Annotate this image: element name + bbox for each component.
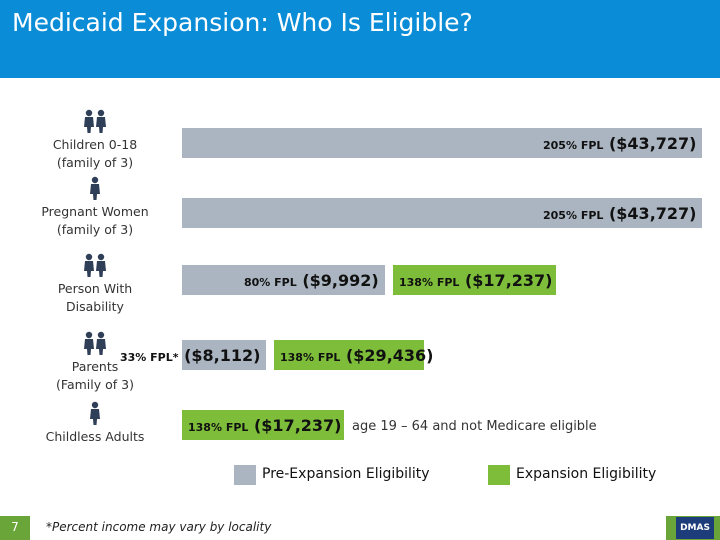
- data-label-amount: ($9,992): [296, 271, 379, 290]
- category-label-line: Children 0-18: [52, 137, 138, 152]
- data-label-percent: 33% FPL*: [120, 351, 179, 364]
- dmas-logo: DMAS: [676, 517, 714, 539]
- data-label-percent: 80% FPL: [244, 276, 297, 289]
- data-label-amount: ($17,237): [248, 416, 342, 435]
- data-label: [244, 271, 379, 290]
- data-label: [280, 346, 433, 365]
- childless-adult-icon: [80, 400, 110, 426]
- disability-icon: [80, 252, 110, 278]
- data-label-amount: ($8,112): [178, 346, 261, 365]
- data-label: [543, 134, 696, 153]
- data-label-percent: 138% FPL: [399, 276, 460, 289]
- category-label: [20, 400, 170, 446]
- page-number: 7: [11, 520, 19, 534]
- category-label-line: (Family of 3): [56, 377, 134, 392]
- category-label-line: (family of 3): [56, 222, 134, 237]
- legend-swatch-pre-expansion: [234, 465, 256, 485]
- data-label: [188, 416, 341, 435]
- data-label: [120, 346, 260, 365]
- data-label-percent: 138% FPL: [188, 421, 249, 434]
- category-label: [20, 175, 170, 239]
- footnote: *Percent income may vary by locality: [46, 520, 272, 534]
- data-label-percent: 138% FPL: [280, 351, 341, 364]
- children-icon: [80, 108, 110, 134]
- data-label-amount: ($43,727): [603, 134, 697, 153]
- data-label-amount: ($43,727): [603, 204, 697, 223]
- legend-label-expansion: Expansion Eligibility: [516, 466, 657, 482]
- category-label: [20, 108, 170, 172]
- category-label-line: Parents: [71, 359, 119, 374]
- data-label-percent: 205% FPL: [543, 209, 604, 222]
- footer-bar: [0, 516, 720, 540]
- data-label-amount: ($29,436): [340, 346, 434, 365]
- category-label-line: Person With: [57, 281, 133, 296]
- data-label: [399, 271, 552, 290]
- parents-icon: [80, 330, 110, 356]
- footnote-box: [30, 516, 666, 540]
- data-label: [543, 204, 696, 223]
- page-title: Medicaid Expansion: Who Is Eligible?: [12, 8, 473, 37]
- category-label-line: Childless Adults: [45, 429, 145, 444]
- category-label-line: (family of 3): [56, 155, 134, 170]
- title-banner: [0, 0, 720, 78]
- legend-swatch-expansion: [488, 465, 510, 485]
- eligibility-note: age 19 – 64 and not Medicare eligible: [352, 419, 597, 434]
- legend-label-pre-expansion: Pre-Expansion Eligibility: [262, 466, 430, 482]
- data-label-amount: ($17,237): [459, 271, 553, 290]
- category-label: [20, 252, 170, 316]
- data-label-percent: 205% FPL: [543, 139, 604, 152]
- category-label-line: Disability: [66, 299, 124, 314]
- category-label-line: Pregnant Women: [41, 204, 149, 219]
- pregnant-woman-icon: [80, 175, 110, 201]
